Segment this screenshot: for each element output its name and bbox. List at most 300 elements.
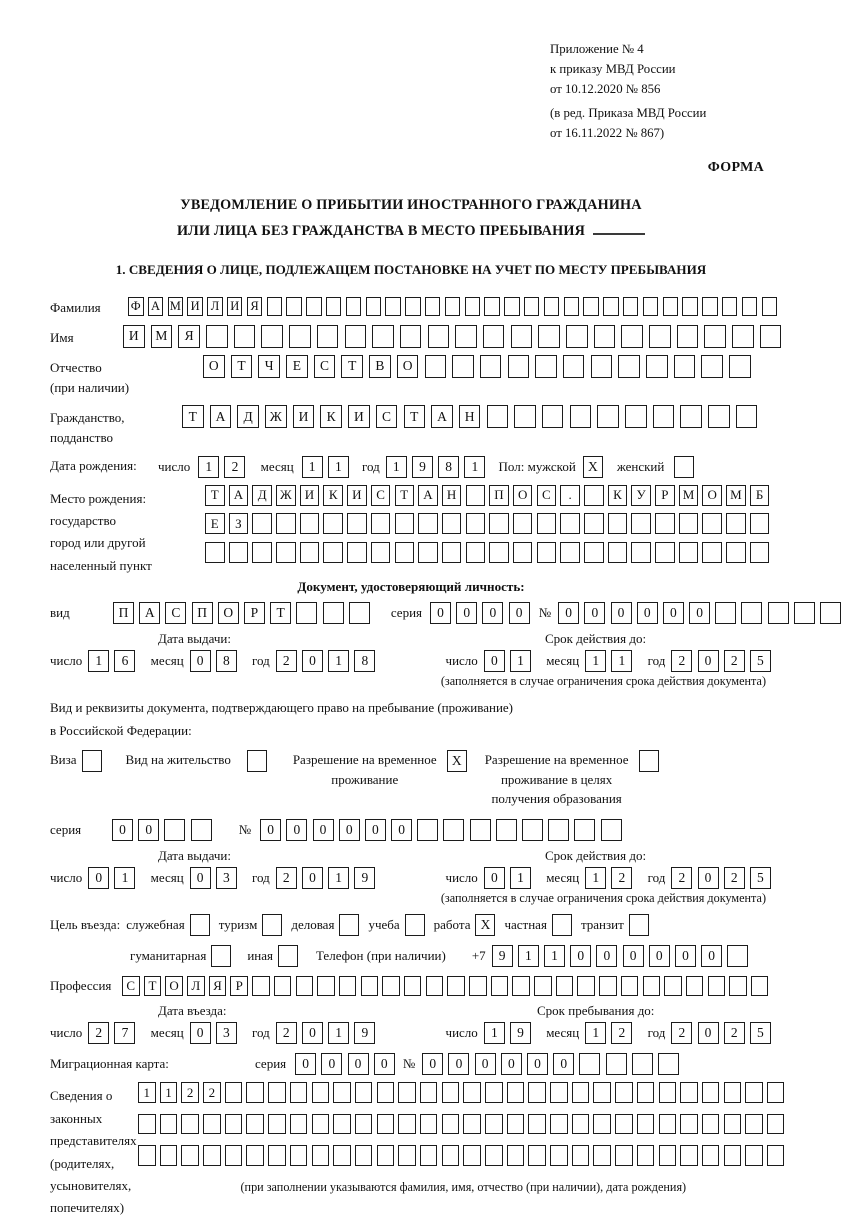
char-box[interactable] [290, 1114, 308, 1135]
char-box[interactable] [679, 542, 699, 563]
char-box[interactable]: 7 [114, 1022, 135, 1044]
char-box[interactable] [653, 405, 675, 428]
char-box[interactable]: Я [247, 297, 263, 316]
char-box[interactable]: А [139, 602, 160, 624]
char-box[interactable]: 0 [701, 945, 722, 967]
char-box[interactable] [463, 1082, 481, 1103]
char-box[interactable] [466, 542, 486, 563]
char-box[interactable]: 1 [585, 867, 606, 889]
char-box[interactable]: 0 [553, 1053, 574, 1075]
char-box[interactable] [715, 602, 736, 624]
char-box[interactable]: 0 [509, 602, 530, 624]
char-box[interactable] [507, 1114, 525, 1135]
char-box[interactable] [225, 1082, 243, 1103]
char-box[interactable] [702, 1114, 720, 1135]
char-box[interactable] [418, 513, 438, 534]
char-box[interactable] [680, 1114, 698, 1135]
char-box[interactable] [601, 819, 622, 841]
char-box[interactable] [455, 325, 477, 348]
char-box[interactable] [615, 1082, 633, 1103]
char-box[interactable] [514, 405, 536, 428]
char-box[interactable]: А [148, 297, 164, 316]
char-box[interactable] [225, 1114, 243, 1135]
purpose-business-checkbox[interactable] [339, 914, 359, 936]
char-box[interactable] [345, 325, 367, 348]
birth-day-input[interactable] [198, 456, 250, 478]
identity-issue-year[interactable] [276, 650, 381, 672]
purpose-other-checkbox[interactable] [278, 945, 298, 967]
char-box[interactable]: 1 [328, 867, 349, 889]
char-box[interactable]: 0 [295, 1053, 316, 1075]
char-box[interactable]: Ж [276, 485, 296, 506]
char-box[interactable] [268, 1082, 286, 1103]
char-box[interactable] [225, 1145, 243, 1166]
identity-issue-month[interactable] [190, 650, 242, 672]
char-box[interactable] [584, 513, 604, 534]
char-box[interactable] [680, 1145, 698, 1166]
char-box[interactable]: Б [750, 485, 770, 506]
char-box[interactable]: 0 [190, 650, 211, 672]
char-box[interactable] [702, 513, 722, 534]
char-box[interactable]: Р [244, 602, 265, 624]
char-box[interactable] [276, 513, 296, 534]
char-box[interactable] [615, 1114, 633, 1135]
char-box[interactable] [371, 513, 391, 534]
char-box[interactable] [377, 1145, 395, 1166]
char-box[interactable] [483, 325, 505, 348]
migration-number-input[interactable] [422, 1053, 684, 1075]
char-box[interactable]: 0 [663, 602, 684, 624]
char-box[interactable] [745, 1145, 763, 1166]
char-box[interactable] [426, 976, 444, 997]
char-box[interactable]: Н [459, 405, 481, 428]
char-box[interactable]: Т [404, 405, 426, 428]
char-box[interactable]: 1 [328, 1022, 349, 1044]
visa-checkbox[interactable] [82, 750, 102, 772]
char-box[interactable]: Ж [265, 405, 287, 428]
char-box[interactable]: 0 [391, 819, 412, 841]
char-box[interactable] [267, 297, 283, 316]
char-box[interactable]: И [227, 297, 243, 316]
char-box[interactable]: 0 [584, 602, 605, 624]
char-box[interactable] [623, 297, 639, 316]
char-box[interactable] [606, 1053, 627, 1075]
char-box[interactable] [252, 513, 272, 534]
stay-year[interactable] [671, 1022, 776, 1044]
char-box[interactable] [621, 976, 639, 997]
char-box[interactable]: М [168, 297, 184, 316]
char-box[interactable]: 5 [750, 1022, 771, 1044]
char-box[interactable] [682, 297, 698, 316]
char-box[interactable] [489, 513, 509, 534]
char-box[interactable] [729, 355, 751, 378]
char-box[interactable]: 9 [354, 1022, 375, 1044]
char-box[interactable] [649, 325, 671, 348]
char-box[interactable] [522, 819, 543, 841]
char-box[interactable] [312, 1082, 330, 1103]
purpose-work-checkbox[interactable]: X [475, 914, 495, 936]
char-box[interactable]: 0 [286, 819, 307, 841]
char-box[interactable] [608, 513, 628, 534]
char-box[interactable] [677, 325, 699, 348]
char-box[interactable] [550, 1114, 568, 1135]
char-box[interactable] [631, 542, 651, 563]
char-box[interactable]: 0 [88, 867, 109, 889]
char-box[interactable] [537, 542, 557, 563]
char-box[interactable] [741, 602, 762, 624]
char-box[interactable] [181, 1114, 199, 1135]
char-box[interactable] [664, 976, 682, 997]
char-box[interactable] [632, 1053, 653, 1075]
char-box[interactable]: И [347, 485, 367, 506]
residence-permit-checkbox[interactable] [247, 750, 267, 772]
char-box[interactable] [702, 1145, 720, 1166]
char-box[interactable]: 0 [260, 819, 281, 841]
char-box[interactable]: Т [205, 485, 225, 506]
char-box[interactable] [572, 1145, 590, 1166]
char-box[interactable] [323, 602, 344, 624]
char-box[interactable] [593, 1114, 611, 1135]
char-box[interactable] [398, 1145, 416, 1166]
char-box[interactable] [528, 1145, 546, 1166]
char-box[interactable] [560, 542, 580, 563]
char-box[interactable]: 5 [750, 867, 771, 889]
char-box[interactable] [395, 542, 415, 563]
char-box[interactable] [724, 1082, 742, 1103]
char-box[interactable] [355, 1145, 373, 1166]
char-box[interactable] [385, 297, 401, 316]
char-box[interactable] [317, 976, 335, 997]
char-box[interactable]: Т [182, 405, 204, 428]
char-box[interactable] [534, 976, 552, 997]
char-box[interactable] [767, 1145, 785, 1166]
char-box[interactable] [538, 325, 560, 348]
doc-type-input[interactable] [113, 602, 375, 624]
char-box[interactable] [489, 542, 509, 563]
char-box[interactable] [466, 513, 486, 534]
char-box[interactable]: И [123, 325, 145, 348]
char-box[interactable]: 0 [422, 1053, 443, 1075]
char-box[interactable] [418, 542, 438, 563]
char-box[interactable]: 0 [348, 1053, 369, 1075]
surname-input[interactable] [128, 297, 781, 316]
char-box[interactable]: А [431, 405, 453, 428]
char-box[interactable] [420, 1082, 438, 1103]
char-box[interactable] [496, 819, 517, 841]
char-box[interactable]: 2 [276, 1022, 297, 1044]
char-box[interactable] [708, 405, 730, 428]
char-box[interactable] [550, 1145, 568, 1166]
char-box[interactable] [513, 542, 533, 563]
char-box[interactable]: 1 [114, 867, 135, 889]
char-box[interactable] [702, 542, 722, 563]
char-box[interactable] [160, 1145, 178, 1166]
char-box[interactable] [442, 542, 462, 563]
char-box[interactable]: 5 [750, 650, 771, 672]
char-box[interactable]: 0 [527, 1053, 548, 1075]
char-box[interactable]: Р [230, 976, 248, 997]
stay-month[interactable] [585, 1022, 637, 1044]
char-box[interactable] [659, 1082, 677, 1103]
char-box[interactable]: 2 [611, 867, 632, 889]
birthplace-line3-input[interactable] [205, 542, 774, 563]
char-box[interactable] [507, 1082, 525, 1103]
char-box[interactable]: П [192, 602, 213, 624]
char-box[interactable] [323, 513, 343, 534]
char-box[interactable]: 2 [224, 456, 245, 478]
doc-series-input[interactable] [430, 602, 535, 624]
char-box[interactable]: 1 [328, 456, 349, 478]
patronymic-input[interactable] [203, 355, 757, 378]
char-box[interactable] [608, 542, 628, 563]
char-box[interactable] [615, 1145, 633, 1166]
char-box[interactable] [138, 1145, 156, 1166]
sex-female-checkbox[interactable] [674, 456, 694, 478]
char-box[interactable] [323, 542, 343, 563]
char-box[interactable] [333, 1082, 351, 1103]
char-box[interactable] [745, 1114, 763, 1135]
char-box[interactable] [658, 1053, 679, 1075]
char-box[interactable]: П [489, 485, 509, 506]
char-box[interactable]: И [293, 405, 315, 428]
char-box[interactable] [702, 297, 718, 316]
char-box[interactable]: 2 [611, 1022, 632, 1044]
char-box[interactable]: 0 [302, 867, 323, 889]
char-box[interactable] [702, 1082, 720, 1103]
char-box[interactable] [203, 1145, 221, 1166]
char-box[interactable] [485, 1082, 503, 1103]
char-box[interactable]: 0 [475, 1053, 496, 1075]
char-box[interactable] [563, 355, 585, 378]
char-box[interactable]: Т [270, 602, 291, 624]
char-box[interactable] [750, 542, 770, 563]
char-box[interactable] [570, 405, 592, 428]
char-box[interactable]: Л [187, 976, 205, 997]
char-box[interactable] [593, 1145, 611, 1166]
char-box[interactable] [537, 513, 557, 534]
char-box[interactable]: 0 [339, 819, 360, 841]
char-box[interactable]: Я [209, 976, 227, 997]
birth-month-input[interactable] [302, 456, 354, 478]
char-box[interactable] [820, 602, 841, 624]
char-box[interactable] [686, 976, 704, 997]
char-box[interactable] [452, 355, 474, 378]
char-box[interactable] [504, 297, 520, 316]
char-box[interactable]: 1 [510, 867, 531, 889]
char-box[interactable] [742, 297, 758, 316]
char-box[interactable] [425, 297, 441, 316]
char-box[interactable]: 2 [724, 650, 745, 672]
char-box[interactable]: 9 [354, 867, 375, 889]
char-box[interactable] [618, 355, 640, 378]
char-box[interactable] [750, 513, 770, 534]
char-box[interactable] [317, 325, 339, 348]
char-box[interactable]: 0 [448, 1053, 469, 1075]
char-box[interactable] [333, 1114, 351, 1135]
char-box[interactable] [398, 1082, 416, 1103]
char-box[interactable] [442, 1114, 460, 1135]
char-box[interactable]: 2 [276, 867, 297, 889]
residence-expiry-year[interactable] [671, 867, 776, 889]
char-box[interactable]: М [151, 325, 173, 348]
char-box[interactable] [659, 1145, 677, 1166]
char-box[interactable]: 0 [302, 650, 323, 672]
char-box[interactable] [566, 325, 588, 348]
char-box[interactable] [584, 485, 604, 506]
char-box[interactable] [443, 819, 464, 841]
char-box[interactable] [203, 1114, 221, 1135]
char-box[interactable] [361, 976, 379, 997]
char-box[interactable] [306, 297, 322, 316]
char-box[interactable] [395, 513, 415, 534]
char-box[interactable]: 2 [276, 650, 297, 672]
char-box[interactable]: 3 [216, 1022, 237, 1044]
char-box[interactable]: И [187, 297, 203, 316]
birthplace-line1-input[interactable] [205, 485, 774, 506]
representatives-line3-input[interactable] [138, 1145, 789, 1166]
residence-expiry-month[interactable] [585, 867, 637, 889]
migration-series-input[interactable] [295, 1053, 400, 1075]
char-box[interactable] [535, 355, 557, 378]
char-box[interactable]: 1 [160, 1082, 178, 1103]
char-box[interactable]: С [537, 485, 557, 506]
char-box[interactable]: 1 [88, 650, 109, 672]
char-box[interactable] [480, 355, 502, 378]
char-box[interactable]: 8 [354, 650, 375, 672]
char-box[interactable]: 0 [374, 1053, 395, 1075]
char-box[interactable]: Т [341, 355, 363, 378]
char-box[interactable] [560, 513, 580, 534]
char-box[interactable]: 0 [112, 819, 133, 841]
char-box[interactable]: А [418, 485, 438, 506]
stay-day[interactable] [484, 1022, 536, 1044]
char-box[interactable] [300, 513, 320, 534]
char-box[interactable] [398, 1114, 416, 1135]
char-box[interactable] [603, 297, 619, 316]
char-box[interactable] [597, 405, 619, 428]
char-box[interactable] [289, 325, 311, 348]
char-box[interactable] [485, 1145, 503, 1166]
char-box[interactable]: К [323, 485, 343, 506]
char-box[interactable] [767, 1082, 785, 1103]
char-box[interactable]: 1 [611, 650, 632, 672]
char-box[interactable] [377, 1114, 395, 1135]
char-box[interactable] [583, 297, 599, 316]
char-box[interactable]: 0 [611, 602, 632, 624]
char-box[interactable] [206, 325, 228, 348]
char-box[interactable] [400, 325, 422, 348]
char-box[interactable] [767, 1114, 785, 1135]
char-box[interactable] [445, 297, 461, 316]
char-box[interactable]: О [203, 355, 225, 378]
char-box[interactable]: Д [252, 485, 272, 506]
char-box[interactable]: Т [231, 355, 253, 378]
char-box[interactable] [484, 297, 500, 316]
char-box[interactable] [326, 297, 342, 316]
char-box[interactable] [727, 945, 748, 967]
char-box[interactable] [512, 976, 530, 997]
char-box[interactable]: 1 [585, 650, 606, 672]
char-box[interactable] [405, 297, 421, 316]
char-box[interactable] [544, 297, 560, 316]
char-box[interactable]: А [229, 485, 249, 506]
char-box[interactable] [513, 513, 533, 534]
entry-year[interactable] [276, 1022, 381, 1044]
char-box[interactable] [680, 405, 702, 428]
char-box[interactable] [181, 1145, 199, 1166]
char-box[interactable] [160, 1114, 178, 1135]
char-box[interactable]: И [300, 485, 320, 506]
char-box[interactable] [794, 602, 815, 624]
char-box[interactable] [643, 297, 659, 316]
char-box[interactable] [229, 542, 249, 563]
char-box[interactable] [726, 513, 746, 534]
char-box[interactable]: Л [207, 297, 223, 316]
char-box[interactable]: 0 [570, 945, 591, 967]
char-box[interactable] [346, 297, 362, 316]
char-box[interactable]: О [397, 355, 419, 378]
char-box[interactable]: 0 [313, 819, 334, 841]
char-box[interactable] [234, 325, 256, 348]
char-box[interactable] [542, 405, 564, 428]
doc-number-input[interactable] [558, 602, 846, 624]
char-box[interactable] [594, 325, 616, 348]
char-box[interactable] [420, 1145, 438, 1166]
char-box[interactable] [726, 542, 746, 563]
char-box[interactable]: 0 [501, 1053, 522, 1075]
char-box[interactable] [261, 325, 283, 348]
char-box[interactable] [625, 405, 647, 428]
char-box[interactable] [584, 542, 604, 563]
char-box[interactable]: 0 [484, 650, 505, 672]
birth-year-input[interactable] [386, 456, 491, 478]
residence-series-input[interactable] [112, 819, 217, 841]
char-box[interactable]: В [369, 355, 391, 378]
char-box[interactable]: 1 [484, 1022, 505, 1044]
char-box[interactable] [425, 355, 447, 378]
char-box[interactable]: А [210, 405, 232, 428]
char-box[interactable] [290, 1145, 308, 1166]
char-box[interactable] [680, 1082, 698, 1103]
char-box[interactable] [164, 819, 185, 841]
char-box[interactable] [637, 1082, 655, 1103]
char-box[interactable] [191, 819, 212, 841]
char-box[interactable]: З [229, 513, 249, 534]
char-box[interactable] [655, 542, 675, 563]
char-box[interactable] [347, 513, 367, 534]
char-box[interactable] [205, 542, 225, 563]
char-box[interactable]: 0 [430, 602, 451, 624]
char-box[interactable] [556, 976, 574, 997]
char-box[interactable] [646, 355, 668, 378]
identity-expiry-year[interactable] [671, 650, 776, 672]
char-box[interactable] [708, 976, 726, 997]
char-box[interactable] [382, 976, 400, 997]
representatives-line2-input[interactable] [138, 1114, 789, 1135]
char-box[interactable] [138, 1114, 156, 1135]
char-box[interactable]: 0 [637, 602, 658, 624]
char-box[interactable] [762, 297, 778, 316]
char-box[interactable]: Я [178, 325, 200, 348]
residence-issue-month[interactable] [190, 867, 242, 889]
char-box[interactable] [593, 1082, 611, 1103]
char-box[interactable]: О [218, 602, 239, 624]
char-box[interactable] [572, 1082, 590, 1103]
char-box[interactable] [724, 1145, 742, 1166]
char-box[interactable]: Ч [258, 355, 280, 378]
char-box[interactable] [655, 513, 675, 534]
char-box[interactable]: 8 [216, 650, 237, 672]
